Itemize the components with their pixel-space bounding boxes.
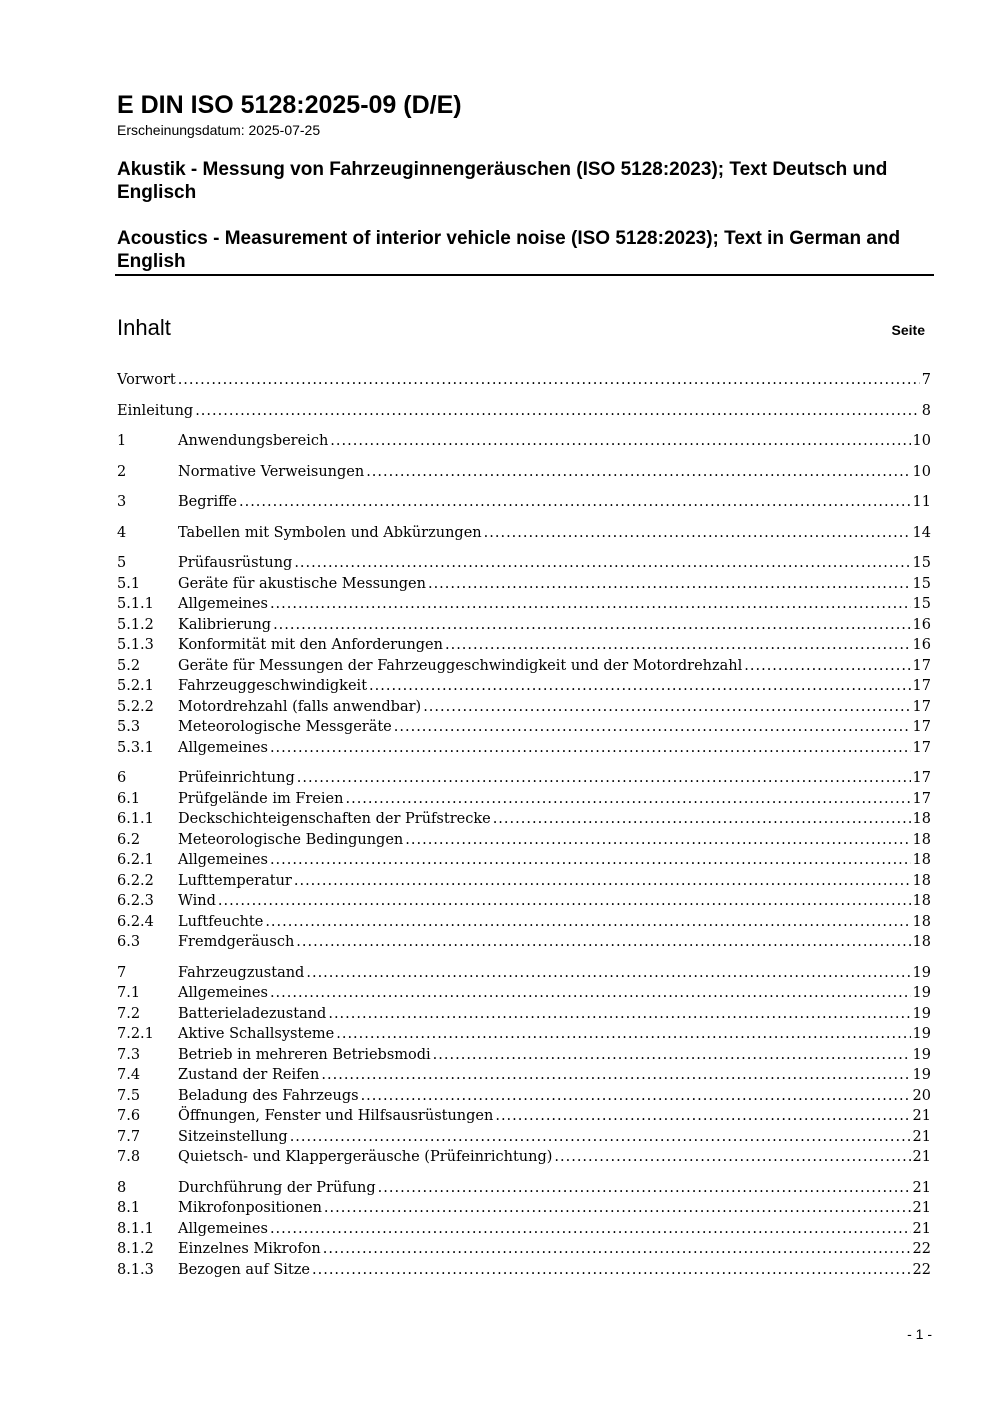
toc-dot-leader bbox=[366, 462, 910, 483]
toc-dot-leader bbox=[345, 789, 910, 810]
toc-entry-number: 2 bbox=[117, 463, 127, 480]
toc-entry[interactable] bbox=[117, 523, 931, 544]
toc-dot-leader bbox=[312, 1260, 911, 1281]
toc-entry-page: 8 bbox=[921, 402, 931, 419]
toc-entry-page: 19 bbox=[912, 1046, 931, 1063]
toc-entry-page: 18 bbox=[912, 872, 931, 889]
toc-dot-leader bbox=[239, 492, 911, 513]
toc-entry-title: Aktive Schallsysteme bbox=[178, 1026, 335, 1042]
toc-entry-number: 6.3 bbox=[117, 934, 141, 950]
toc-entry-title: Durchführung der Prüfung bbox=[178, 1179, 376, 1196]
toc-dot-leader bbox=[323, 1239, 911, 1260]
toc-entry-title: Beladung des Fahrzeugs bbox=[178, 1087, 359, 1104]
toc-entry-number: 7.7 bbox=[117, 1128, 141, 1145]
toc-entry-page: 10 bbox=[912, 463, 931, 480]
toc-entry-title: Begriffe bbox=[178, 494, 237, 510]
toc-entry[interactable] bbox=[117, 932, 931, 953]
toc-group bbox=[117, 370, 931, 391]
toc-entry-number: 5.2.1 bbox=[117, 678, 154, 694]
toc-entry-number: 6.2.2 bbox=[117, 872, 154, 889]
toc-entry-title: Mikrofonpositionen bbox=[178, 1200, 322, 1216]
toc-entry[interactable] bbox=[117, 1024, 931, 1045]
toc-entry[interactable] bbox=[117, 492, 931, 513]
toc-entry-title: Prüfgelände im Freien bbox=[178, 790, 344, 807]
page-number: - 1 - bbox=[907, 1326, 932, 1342]
toc-entry-number: 5.3.1 bbox=[117, 739, 154, 756]
toc-entry-page: 21 bbox=[912, 1179, 931, 1196]
toc-entry-title: Motordrehzahl (falls anwendbar) bbox=[178, 698, 422, 715]
toc-group bbox=[117, 1178, 931, 1281]
toc-entry-number: 5.1 bbox=[117, 575, 141, 592]
toc-group bbox=[117, 401, 931, 422]
toc-entry-number: 6 bbox=[117, 770, 127, 786]
toc-entry-page: 14 bbox=[912, 524, 931, 541]
toc-entry-page: 19 bbox=[912, 1067, 931, 1083]
toc-entry-page: 18 bbox=[912, 811, 931, 827]
toc-entry-title: Allgemeines bbox=[178, 852, 268, 868]
toc-entry-title: Batterieladezustand bbox=[178, 1005, 327, 1022]
toc-dot-leader bbox=[428, 574, 911, 595]
toc-dot-leader bbox=[405, 830, 910, 851]
toc-entry-page: 17 bbox=[912, 678, 931, 694]
toc-entry-page: 11 bbox=[912, 494, 931, 510]
toc-dot-leader bbox=[361, 1086, 911, 1107]
toc-entry[interactable] bbox=[117, 850, 931, 871]
toc-entry-title: Wind bbox=[178, 893, 216, 909]
toc-entry-page: 15 bbox=[912, 575, 931, 592]
toc-entry-number: 7 bbox=[117, 964, 127, 981]
toc-dot-leader bbox=[493, 809, 911, 830]
toc-entry-title: Fahrzeuggeschwindigkeit bbox=[178, 678, 368, 694]
toc-dot-leader bbox=[270, 850, 911, 871]
toc-entry-page: 17 bbox=[912, 739, 931, 756]
title-german: Akustik - Messung von Fahrzeuginnengeräuschen (ISO 5128:2023); Text Deutsch und Englisch bbox=[117, 159, 888, 203]
toc-entry-page: 21 bbox=[912, 1149, 931, 1165]
toc-entry-number: 7.6 bbox=[117, 1108, 141, 1124]
toc-entry-number: 5.1.1 bbox=[117, 596, 154, 612]
toc-entry-title: Zustand der Reifen bbox=[178, 1067, 320, 1083]
toc-dot-leader bbox=[296, 932, 910, 953]
toc-dot-leader bbox=[324, 1198, 911, 1219]
toc-entry-title: Normative Verweisungen bbox=[178, 463, 365, 480]
toc-entry-number: 1 bbox=[117, 433, 127, 449]
toc-entry-number: 8.1 bbox=[117, 1200, 141, 1216]
toc-dot-leader bbox=[330, 431, 910, 452]
toc-entry-number: 6.2 bbox=[117, 831, 141, 848]
toc-entry-page: 15 bbox=[912, 555, 931, 571]
toc-entry-number: 4 bbox=[117, 524, 127, 541]
toc-entry-title: Einzelnes Mikrofon bbox=[178, 1241, 321, 1257]
toc-entry-number: 6.2.3 bbox=[117, 893, 154, 909]
toc-entry[interactable] bbox=[117, 615, 931, 636]
toc-entry[interactable] bbox=[117, 912, 931, 933]
toc-entry-title: Kalibrierung bbox=[178, 616, 272, 633]
toc-entry-page: 16 bbox=[912, 637, 931, 653]
toc-dot-leader bbox=[297, 768, 911, 789]
toc-group bbox=[117, 431, 931, 452]
toc-dot-leader bbox=[495, 1106, 910, 1127]
toc-dot-leader bbox=[178, 370, 920, 391]
toc-entry-title: Fremdgeräusch bbox=[178, 934, 295, 950]
toc-dot-leader bbox=[265, 912, 910, 933]
toc-dot-leader bbox=[273, 615, 910, 636]
toc-dot-leader bbox=[218, 891, 911, 912]
toc-entry-page: 18 bbox=[912, 831, 931, 848]
toc-entry[interactable] bbox=[117, 891, 931, 912]
toc-entry-title: Betrieb in mehreren Betriebsmodi bbox=[178, 1046, 431, 1063]
toc-entry-number: 6.1 bbox=[117, 790, 141, 807]
toc-page-column-label: Seite bbox=[891, 322, 925, 338]
toc-entry[interactable] bbox=[117, 676, 931, 697]
toc-dot-leader bbox=[306, 963, 910, 984]
toc-entry[interactable] bbox=[117, 1106, 931, 1127]
toc-entry-number: 5.1.2 bbox=[117, 616, 154, 633]
toc-entry-title: Meteorologische Bedingungen bbox=[178, 831, 404, 848]
toc-entry[interactable] bbox=[117, 574, 931, 595]
toc-entry-number: 5.2 bbox=[117, 657, 141, 674]
toc-entry[interactable] bbox=[117, 1045, 931, 1066]
toc-entry-number: 7.8 bbox=[117, 1149, 141, 1165]
toc-entry[interactable] bbox=[117, 809, 931, 830]
toc-entry-number: 7.3 bbox=[117, 1046, 141, 1063]
toc-entry-title: Einleitung bbox=[117, 402, 194, 419]
toc-entry-number: 5.3 bbox=[117, 719, 141, 735]
toc-entry-number: 8 bbox=[117, 1179, 127, 1196]
toc-dot-leader bbox=[369, 676, 911, 697]
toc-entry[interactable] bbox=[117, 370, 931, 391]
toc-entry[interactable] bbox=[117, 594, 931, 615]
toc-dot-leader bbox=[270, 738, 911, 759]
toc-entry[interactable] bbox=[117, 1198, 931, 1219]
toc-dot-leader bbox=[433, 1045, 911, 1066]
toc-dot-leader bbox=[294, 553, 910, 574]
toc-dot-leader bbox=[270, 594, 911, 615]
toc-entry-page: 7 bbox=[921, 372, 931, 388]
toc-entry[interactable] bbox=[117, 738, 931, 759]
toc-entry-number: 7.2 bbox=[117, 1005, 141, 1022]
toc-group bbox=[117, 768, 931, 953]
toc-entry-page: 19 bbox=[912, 964, 931, 981]
toc-entry[interactable] bbox=[117, 1065, 931, 1086]
toc-entry-number: 6.2.4 bbox=[117, 913, 154, 930]
toc-entry-page: 17 bbox=[912, 657, 931, 674]
header-divider bbox=[115, 274, 934, 276]
toc-entry-title: Geräte für akustische Messungen bbox=[178, 575, 426, 592]
toc-entry-number: 5.1.3 bbox=[117, 637, 154, 653]
toc-group bbox=[117, 963, 931, 1168]
toc-entry-title: Prüfausrüstung bbox=[178, 555, 293, 571]
toc-entry-number: 7.5 bbox=[117, 1087, 141, 1104]
toc-entry-title: Bezogen auf Sitze bbox=[178, 1261, 310, 1278]
toc-entry-page: 18 bbox=[912, 852, 931, 868]
toc-group bbox=[117, 492, 931, 513]
toc-dot-leader bbox=[294, 871, 911, 892]
document-id: E DIN ISO 5128:2025-09 (D/E) bbox=[117, 91, 462, 119]
toc-entry[interactable] bbox=[117, 1260, 931, 1281]
toc-entry[interactable] bbox=[117, 871, 931, 892]
toc-entry-page: 18 bbox=[912, 913, 931, 930]
toc-entry-page: 20 bbox=[912, 1087, 931, 1104]
toc-entry[interactable] bbox=[117, 1127, 931, 1148]
toc-dot-leader bbox=[336, 1024, 910, 1045]
toc-entry-title: Allgemeines bbox=[178, 1220, 268, 1237]
toc-entry-title: Öffnungen, Fenster und Hilfsausrüstungen bbox=[178, 1108, 494, 1124]
toc-entry-page: 21 bbox=[912, 1200, 931, 1216]
toc-entry-page: 21 bbox=[912, 1220, 931, 1237]
toc-dot-leader bbox=[195, 401, 920, 422]
toc-entry[interactable] bbox=[117, 431, 931, 452]
toc-entry-page: 17 bbox=[912, 698, 931, 715]
toc-entry-page: 17 bbox=[912, 719, 931, 735]
toc-entry-title: Geräte für Messungen der Fahrzeuggeschwindigkeit und der Motordrehzahl bbox=[178, 657, 743, 674]
toc-entry-number: 7.2.1 bbox=[117, 1026, 154, 1042]
toc-entry[interactable] bbox=[117, 1239, 931, 1260]
toc-dot-leader bbox=[328, 1004, 910, 1025]
toc-entry-number: 3 bbox=[117, 494, 127, 510]
toc-entry-page: 19 bbox=[912, 985, 931, 1001]
toc-entry-page: 22 bbox=[912, 1261, 931, 1278]
toc-entry-page: 10 bbox=[912, 433, 931, 449]
toc-entry-title: Lufttemperatur bbox=[178, 872, 292, 889]
toc-dot-leader bbox=[394, 717, 911, 738]
toc-group bbox=[117, 462, 931, 483]
toc-heading: Inhalt bbox=[117, 315, 171, 340]
toc-entry[interactable] bbox=[117, 656, 931, 677]
toc-entry-title: Konformität mit den Anforderungen bbox=[178, 637, 443, 653]
toc-dot-leader bbox=[445, 635, 911, 656]
toc-entry-number: 6.2.1 bbox=[117, 852, 154, 868]
toc-entry-page: 21 bbox=[912, 1128, 931, 1145]
toc-group bbox=[117, 523, 931, 544]
toc-entry-number: 7.1 bbox=[117, 985, 141, 1001]
toc-dot-leader bbox=[423, 697, 910, 718]
toc-entry-page: 18 bbox=[912, 934, 931, 950]
toc-entry-title: Fahrzeugzustand bbox=[178, 964, 305, 981]
toc-entry-number: 8.1.3 bbox=[117, 1261, 154, 1278]
toc-entry-title: Prüfeinrichtung bbox=[178, 770, 295, 786]
toc-entry-page: 19 bbox=[912, 1005, 931, 1022]
toc-entry[interactable] bbox=[117, 1004, 931, 1025]
toc-entry[interactable] bbox=[117, 697, 931, 718]
toc-entry[interactable] bbox=[117, 963, 931, 984]
toc-entry-title: Anwendungsbereich bbox=[178, 433, 329, 449]
toc-entry-number: 7.4 bbox=[117, 1067, 141, 1083]
toc-dot-leader bbox=[744, 656, 910, 677]
toc-entry-title: Allgemeines bbox=[178, 739, 268, 756]
toc-entry-title: Quietsch- und Klappergeräusche (Prüfeinrichtung) bbox=[178, 1149, 553, 1165]
toc-entry[interactable] bbox=[117, 830, 931, 851]
toc-entry-number: 6.1.1 bbox=[117, 811, 154, 827]
toc-entry-page: 17 bbox=[912, 790, 931, 807]
toc-entry-title: Luftfeuchte bbox=[178, 913, 264, 930]
toc-entry[interactable] bbox=[117, 1147, 931, 1168]
toc-entry[interactable] bbox=[117, 401, 931, 422]
toc-entry-number: 8.1.2 bbox=[117, 1241, 154, 1257]
toc-entry-title: Sitzeinstellung bbox=[178, 1128, 288, 1145]
toc-dot-leader bbox=[484, 523, 911, 544]
toc-entry[interactable] bbox=[117, 789, 931, 810]
toc-dot-leader bbox=[378, 1178, 911, 1199]
toc-entry-title: Allgemeines bbox=[178, 985, 268, 1001]
title-english: Acoustics - Measurement of interior vehicle noise (ISO 5128:2023); Text in German and English bbox=[117, 228, 901, 272]
publication-date: Erscheinungsdatum: 2025-07-25 bbox=[117, 122, 321, 138]
toc-entry[interactable] bbox=[117, 768, 931, 789]
toc-group bbox=[117, 553, 931, 758]
toc-entry-page: 17 bbox=[912, 770, 931, 786]
toc-dot-leader bbox=[290, 1127, 911, 1148]
toc-entry-page: 15 bbox=[912, 596, 931, 612]
toc-entry-page: 16 bbox=[912, 616, 931, 633]
toc-entry[interactable] bbox=[117, 717, 931, 738]
toc-entry-title: Tabellen mit Symbolen und Abkürzungen bbox=[178, 524, 482, 541]
toc-entry-page: 21 bbox=[912, 1108, 931, 1124]
toc-dot-leader bbox=[270, 983, 911, 1004]
toc-entry[interactable] bbox=[117, 1219, 931, 1240]
toc-entry-number: 8.1.1 bbox=[117, 1220, 154, 1237]
toc-entry-title: Deckschichteigenschaften der Prüfstrecke bbox=[178, 811, 491, 827]
toc-entry-title: Meteorologische Messgeräte bbox=[178, 719, 392, 735]
toc-entry[interactable] bbox=[117, 983, 931, 1004]
toc-entry-title: Allgemeines bbox=[178, 596, 268, 612]
toc-entry[interactable] bbox=[117, 553, 931, 574]
toc-entry[interactable] bbox=[117, 462, 931, 483]
toc-entry-number: 5.2.2 bbox=[117, 698, 154, 715]
toc-entry-page: 22 bbox=[912, 1241, 931, 1257]
toc-entry-number: 5 bbox=[117, 555, 127, 571]
table-of-contents bbox=[117, 370, 931, 1290]
toc-dot-leader bbox=[321, 1065, 910, 1086]
toc-entry[interactable] bbox=[117, 1086, 931, 1107]
toc-entry-title: Vorwort bbox=[117, 372, 176, 388]
toc-entry-page: 18 bbox=[912, 893, 931, 909]
toc-dot-leader bbox=[270, 1219, 911, 1240]
toc-entry[interactable] bbox=[117, 635, 931, 656]
toc-entry[interactable] bbox=[117, 1178, 931, 1199]
toc-entry-page: 19 bbox=[912, 1026, 931, 1042]
toc-dot-leader bbox=[554, 1147, 910, 1168]
